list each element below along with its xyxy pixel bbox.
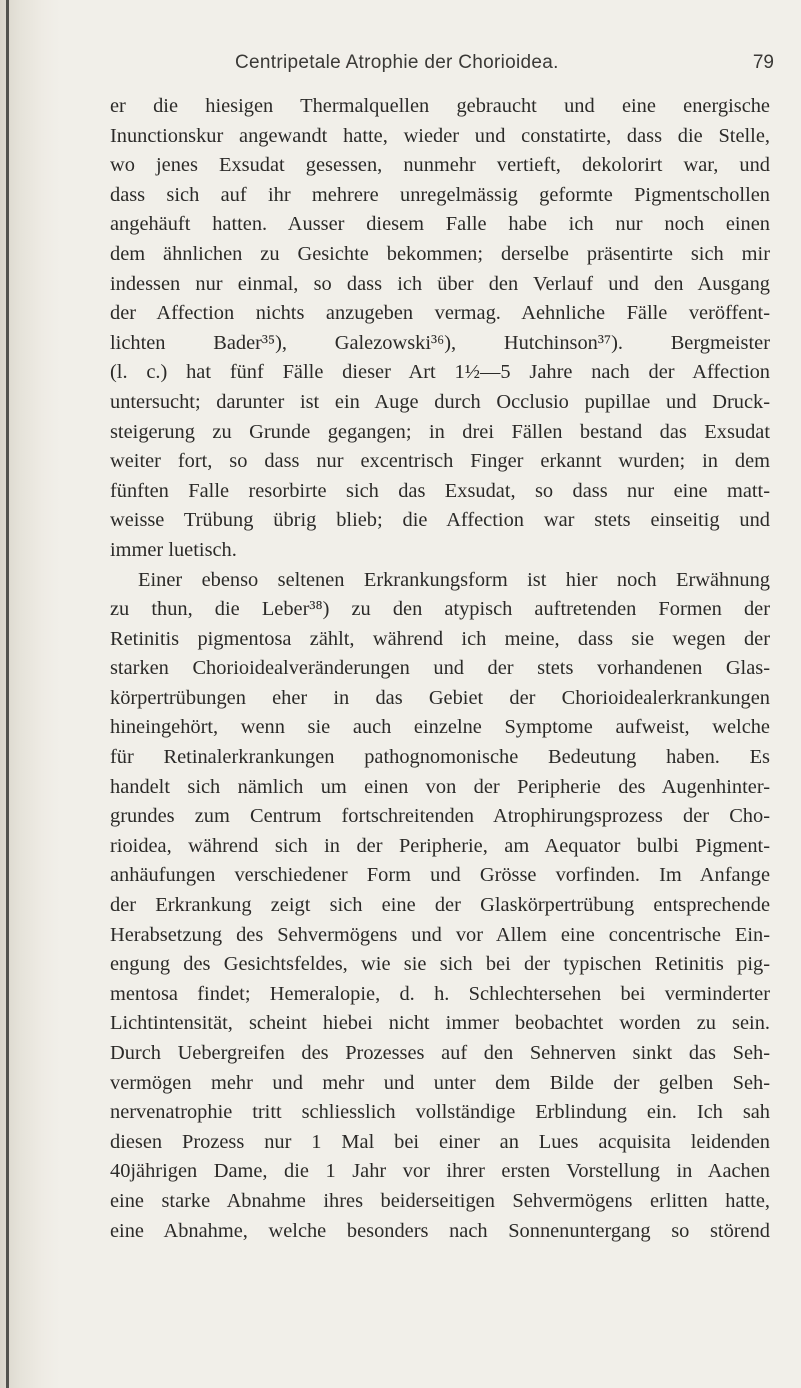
text-line: hineingehört, wenn sie auch einzelne Symptome aufweist, welche (110, 716, 770, 739)
text-line: engung des Gesichtsfeldes, wie sie sich bei der typischen Retinitis pig- (110, 953, 770, 976)
page-number: 79 (752, 52, 774, 73)
text-line: untersucht; darunter ist ein Auge durch Occlusio pupillae und Druck- (110, 390, 770, 413)
text-line: Herabsetzung des Sehvermögens und vor Allem eine concentrische Ein- (110, 923, 770, 946)
text-line: er die hiesigen Thermalquellen gebraucht und eine energische (110, 95, 770, 117)
text-line: weiter fort, so dass nur excentrisch Finger erkannt wurden; in dem (110, 450, 770, 473)
text-line: Retinitis pigmentosa zählt, während ich meine, dass sie wegen der (110, 627, 770, 650)
text-line: Lichtintensität, scheint hiebei nicht immer beobachtet worden zu sein. (110, 1012, 770, 1035)
text-line: für Retinalerkrankungen pathognomonische Bedeutung haben. Es (110, 746, 770, 769)
text-line: der Erkrankung zeigt sich eine der Glaskörpertrübung entsprechende (110, 894, 770, 917)
text-line: dem ähnlichen zu Gesichte bekommen; derselbe präsentirte sich mir (110, 242, 770, 265)
text-line: 40jährigen Dame, die 1 Jahr vor ihrer ersten Vorstellung in Aachen (110, 1160, 770, 1183)
text-line: diesen Prozess nur 1 Mal bei einer an Lues acquisita leidenden (110, 1130, 770, 1153)
text-line: mentosa findet; Hemeralopie, d. h. Schlechtersehen bei verminderter (110, 982, 770, 1005)
text-line: starken Chorioidealveränderungen und der stets vorhandenen Glas- (110, 657, 770, 680)
text-line: steigerung zu Grunde gegangen; in drei Fällen bestand das Exsudat (110, 420, 770, 443)
text-line: anhäufungen verschiedener Form und Grösse vorfinden. Im Anfange (110, 864, 770, 887)
body-text (110, 92, 770, 1246)
text-line: fünften Falle resorbirte sich das Exsudat, so dass nur eine matt- (110, 479, 770, 502)
text-line: dass sich auf ihr mehrere unregelmässig geformte Pigmentschollen (110, 183, 770, 206)
text-line: nervenatrophie tritt schliesslich vollständige Erblindung ein. Ich sah (110, 1101, 770, 1124)
text-line: zu thun, die Leber³⁸) zu den atypisch auftretenden Formen der (110, 598, 770, 621)
text-line: (l. c.) hat fünf Fälle dieser Art 1½—5 Jahre nach der Affection (110, 361, 770, 384)
text-line: körpertrübungen eher in das Gebiet der Chorioidealerkrankungen (110, 686, 770, 709)
text-line: angehäuft hatten. Ausser diesem Falle habe ich nur noch einen (110, 213, 770, 236)
text-line: handelt sich nämlich um einen von der Peripherie des Augenhinter- (110, 775, 770, 798)
text-line: Durch Uebergreifen des Prozesses auf den Sehnerven sinkt das Seh- (110, 1042, 770, 1064)
running-title: Centripetale Atrophie der Chorioidea. (235, 52, 559, 73)
text-line: Inunctionskur angewandt hatte, wieder und constatirte, dass die Stelle, (110, 124, 770, 147)
text-line: vermögen mehr und mehr und unter dem Bilde der gelben Seh- (110, 1071, 770, 1094)
running-head (90, 52, 780, 82)
text-line: eine starke Abnahme ihres beiderseitigen Sehvermögens erlitten hatte, (110, 1189, 770, 1212)
paragraph-start-line: Einer ebenso seltenen Erkrankungsform ist hier noch Erwähnung (138, 568, 770, 591)
paragraph-end-line: immer luetisch. (110, 538, 237, 561)
text-line: grundes zum Centrum fortschreitenden Atrophirungsprozess der Cho- (110, 805, 770, 828)
text-line: eine Abnahme, welche besonders nach Sonnenuntergang so störend (110, 1219, 770, 1242)
text-line: weisse Trübung übrig blieb; die Affection war stets einseitig und (110, 509, 770, 532)
text-line: wo jenes Exsudat gesessen, nunmehr vertieft, dekolorirt war, und (110, 154, 770, 177)
text-line: rioidea, während sich in der Peripherie, am Aequator bulbi Pigment- (110, 834, 770, 857)
text-line: der Affection nichts anzugeben vermag. Aehnliche Fälle veröffent- (110, 302, 770, 325)
text-line: indessen nur einmal, so dass ich über den Verlauf und den Ausgang (110, 272, 770, 295)
text-line: lichten Bader³⁵), Galezowski³⁶), Hutchinson³⁷). Bergmeister (110, 331, 770, 354)
